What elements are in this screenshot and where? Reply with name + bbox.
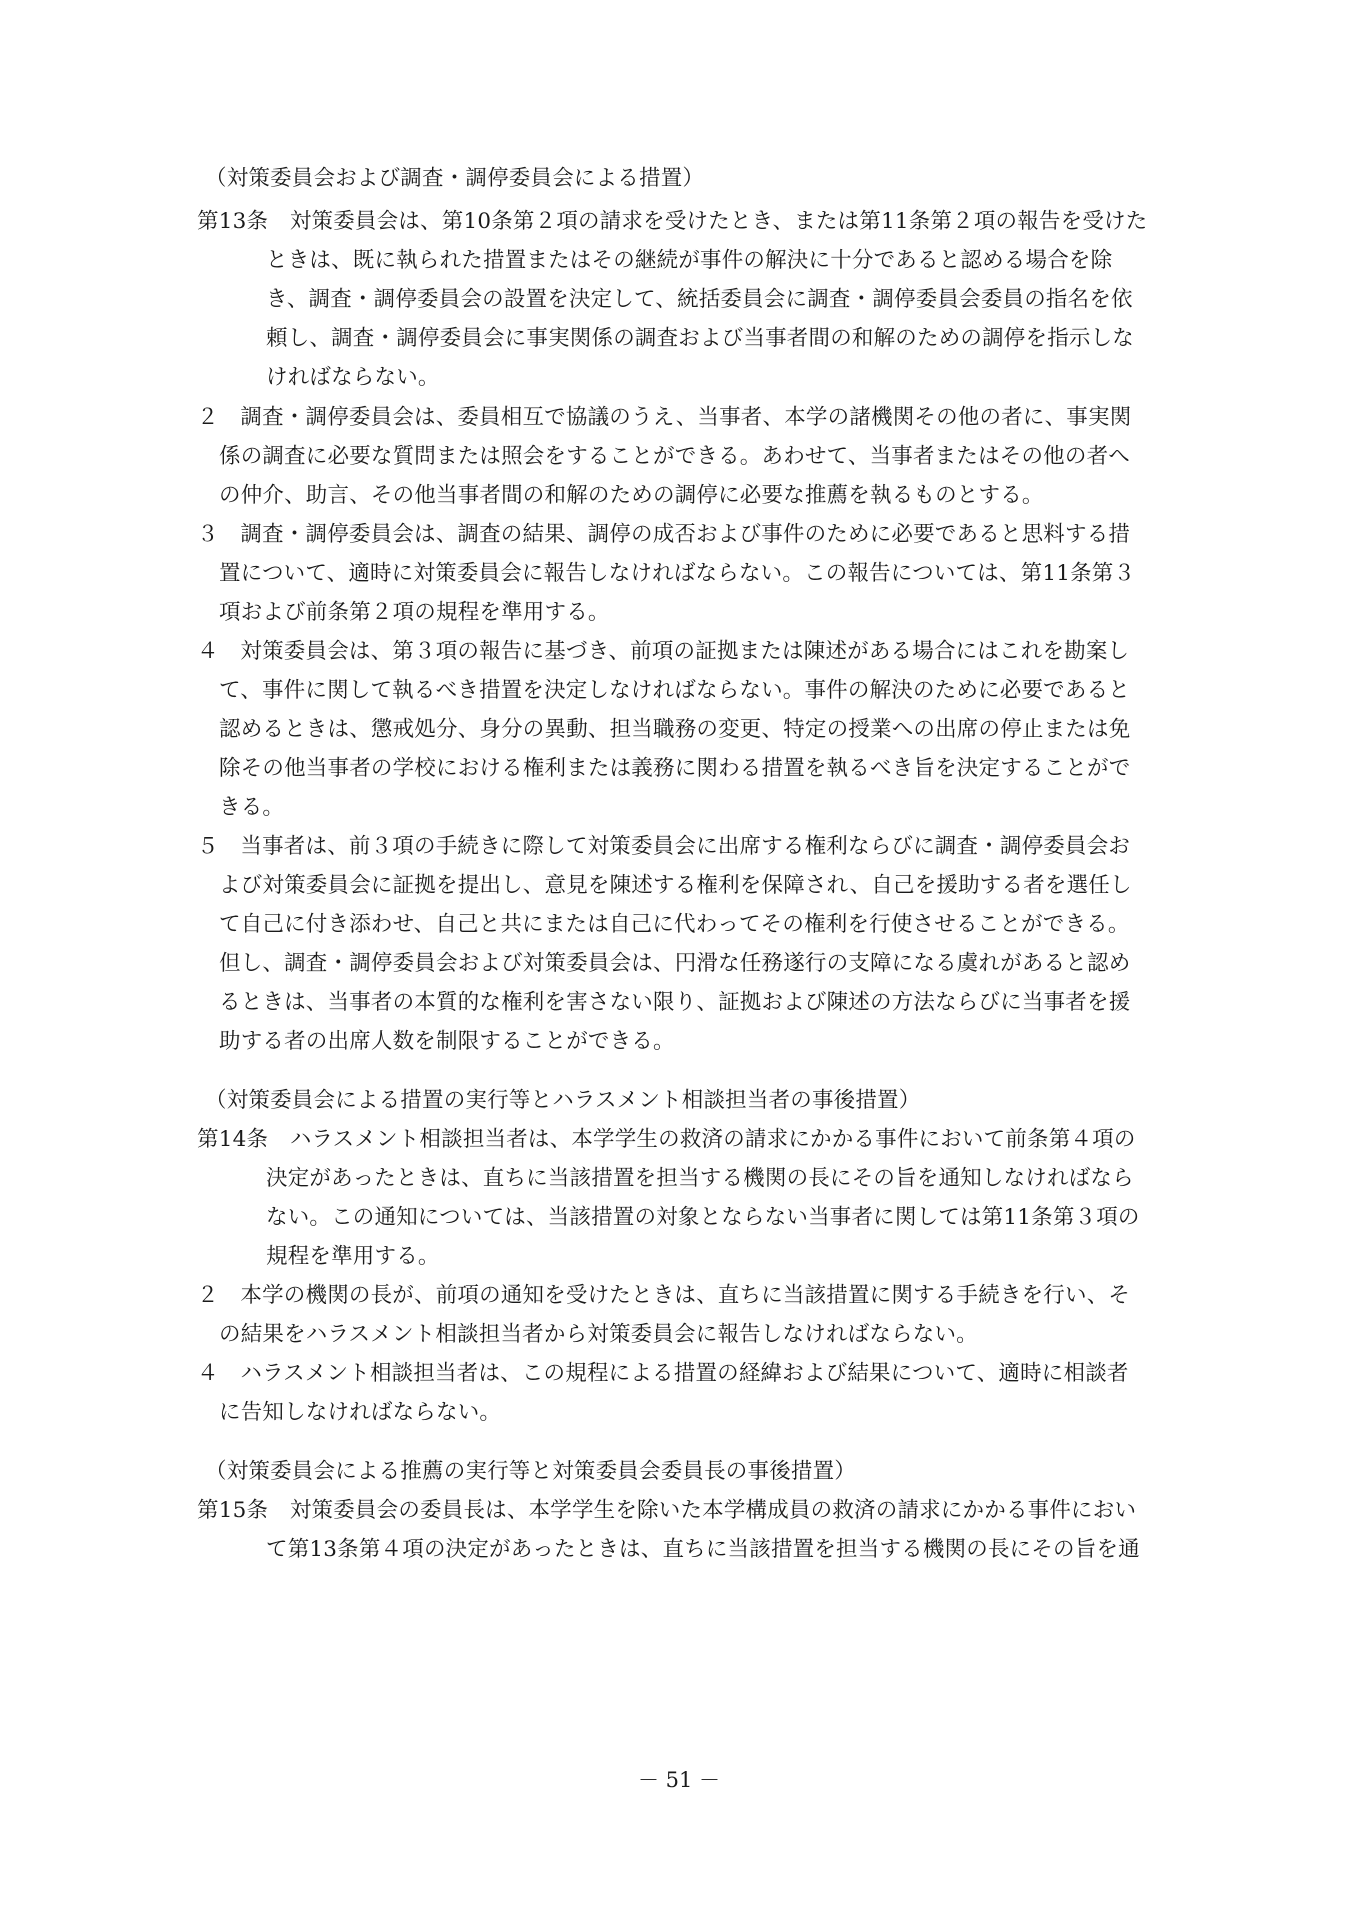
clause-line: よび対策委員会に証拠を提出し、意見を陳述する権利を保障され、自己を援助する者を選任し (219, 873, 1132, 898)
article-line: ければならない。 (266, 365, 440, 390)
clause-line: 但し、調査・調停委員会および対策委員会は、円滑な任務遂行の支障になる虞れがあると認め (219, 951, 1131, 976)
clause-line: て、事件に関して執るべき措置を決定しなければならない。事件の解決のために必要であると (219, 678, 1130, 703)
clause-line: の仲介、助言、その他当事者間の和解のための調停に必要な推薦を執るものとする。 (219, 483, 1044, 508)
article-line: き、調査・調停委員会の設置を決定して、統括委員会に調査・調停委員会委員の指名を依 (266, 287, 1133, 312)
clause-line: ５ 当事者は、前３項の手続きに際して対策委員会に出席する権利ならびに調査・調停委員会お (197, 834, 1131, 859)
clause-line: ３ 調査・調停委員会は、調査の結果、調停の成否および事件のために必要であると思料する措 (197, 522, 1131, 547)
article-line: 第15条 対策委員会の委員長は、本学学生を除いた本学構成員の救済の請求にかかる事件におい (197, 1498, 1137, 1523)
article-line: 決定があったときは、直ちに当該措置を担当する機関の長にその旨を通知しなければなら (266, 1166, 1134, 1191)
article-line: 頼し、調査・調停委員会に事実関係の調査および当事者間の和解のための調停を指示しな (266, 326, 1135, 351)
clause-line: 係の調査に必要な質問または照会をすることができる。あわせて、当事者またはその他の者へ (219, 444, 1130, 469)
clause-line: ４ ハラスメント相談担当者は、この規程による措置の経緯および結果について、適時に相談者 (197, 1361, 1129, 1386)
article-line: 規程を準用する。 (266, 1244, 440, 1269)
clause-line: 除その他当事者の学校における権利または義務に関わる措置を執るべき旨を決定することがで (219, 756, 1131, 781)
clause-line: 項および前条第２項の規程を準用する。 (219, 600, 610, 625)
clause-line: るときは、当事者の本質的な権利を害さない限り、証拠および陳述の方法ならびに当事者を援 (219, 990, 1131, 1015)
section-heading: （対策委員会による措置の実行等とハラスメント相談担当者の事後措置） (205, 1088, 921, 1113)
clause-line: きる。 (219, 795, 285, 820)
clause-line: に告知しなければならない。 (219, 1400, 502, 1425)
article-line: 第14条 ハラスメント相談担当者は、本学学生の救済の請求にかかる事件において前条第４項の (197, 1127, 1136, 1152)
clause-line: 助する者の出席人数を制限することができる。 (219, 1029, 675, 1054)
clause-line: ４ 対策委員会は、第３項の報告に基づき、前項の証拠または陳述がある場合にはこれを勘案し (197, 639, 1130, 664)
article-line: ない。この通知については、当該措置の対象とならない当事者に関しては第11条第３項の (266, 1205, 1140, 1230)
article-line: ときは、既に執られた措置またはその継続が事件の解決に十分であると認める場合を除 (266, 248, 1113, 273)
section-heading: （対策委員会による推薦の実行等と対策委員会委員長の事後措置） (205, 1459, 857, 1484)
page-number: － 51 － (637, 1768, 721, 1792)
article-line: 第13条 対策委員会は、第10条第２項の請求を受けたとき、または第11条第２項の報告を受けた (197, 209, 1148, 234)
clause-line: 認めるときは、懲戒処分、身分の異動、担当職務の変更、特定の授業への出席の停止または免 (219, 717, 1131, 742)
clause-line: の結果をハラスメント相談担当者から対策委員会に報告しなければならない。 (219, 1322, 978, 1347)
article-line: て第13条第４項の決定があったときは、直ちに当該措置を担当する機関の長にその旨を通 (266, 1537, 1140, 1562)
clause-line: ２ 本学の機関の長が、前項の通知を受けたときは、直ちに当該措置に関する手続きを行い、そ (197, 1283, 1131, 1308)
clause-line: ２ 調査・調停委員会は、委員相互で協議のうえ、当事者、本学の諸機関その他の者に、事実関 (197, 405, 1132, 430)
section-heading: （対策委員会および調査・調停委員会による措置） (205, 166, 705, 191)
clause-line: 置について、適時に対策委員会に報告しなければならない。この報告については、第11条第３ (219, 561, 1136, 586)
clause-line: て自己に付き添わせ、自己と共にまたは自己に代わってその権利を行使させることができる。 (219, 912, 1130, 937)
